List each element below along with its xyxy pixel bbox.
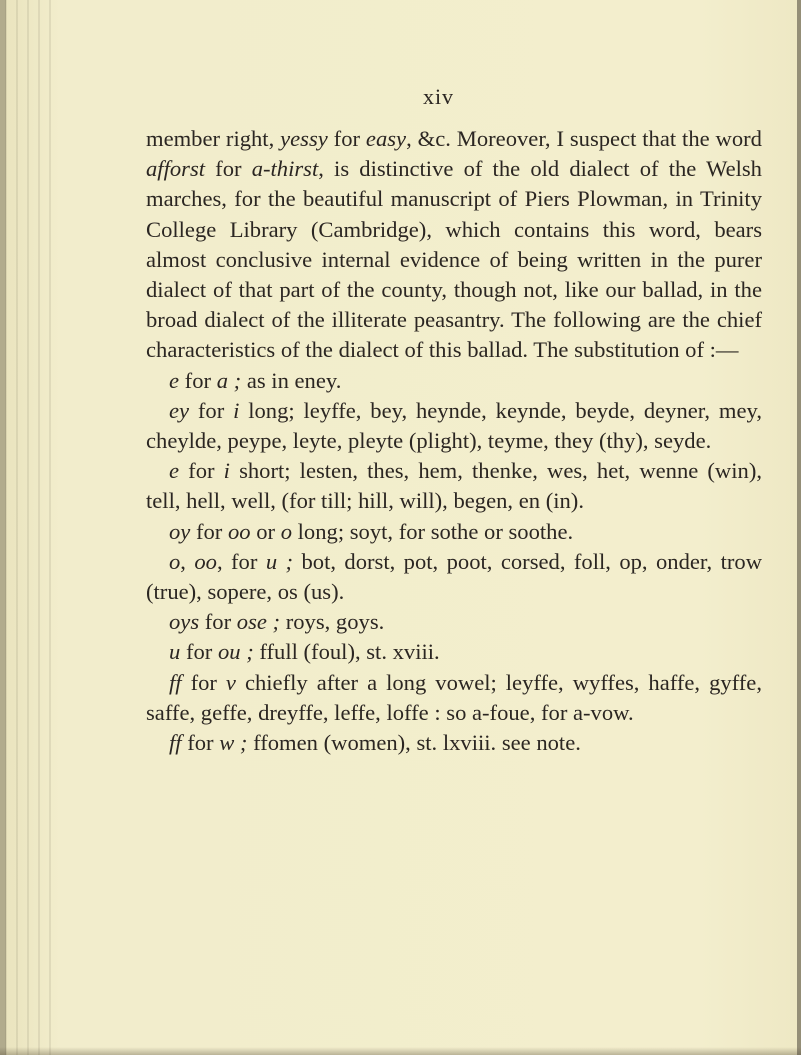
text-run: ffull (foul), st. xviii. [253,639,440,665]
dialect-rule-paragraph [146,668,762,728]
italic-term: u ; [265,548,294,574]
italic-term: i [233,397,240,423]
text-run: as in eney. [241,367,342,393]
italic-term: oy [169,518,191,544]
dialect-rule-paragraph [146,456,762,516]
italic-term: afforst [146,156,206,182]
text-run: for [199,609,237,635]
binding-edge [0,0,6,1055]
page-right-edge [797,0,801,1055]
italic-term: u [169,639,181,665]
italic-term: o [280,518,292,544]
text-run: for [327,126,366,151]
italic-term: oo [194,548,217,574]
dialect-rule-paragraph [146,517,762,547]
text-run: , is distinctive of the old dialect of the Welsh marches, for the beautiful manuscript of Piers Plowman, in Trinity College Library (Cambridge), which contains this word, bears almost conclusive internal evidence of being written in the purer dialect of that part of the county, though not, like our ballad, in the broad dialect of the illiterate peasantry. The following are the chief characteristics of the dialect of this ballad. The substitution of :— [146,156,762,363]
italic-term: ff [169,669,182,695]
text-run: short; lesten, thes, hem, thenke, wes, het, wenne (win), tell, hell, well, (for till; hill, will), begen, en (in). [146,458,762,514]
dialect-rule-paragraph [146,637,762,667]
italic-term: oo [227,518,251,544]
text-run: , &c. Moreover, I suspect that the word [406,126,762,151]
body-text [146,124,762,758]
italic-term: i [223,458,230,484]
text-run: ffomen (women), st. lxviii. see note. [247,730,581,756]
text-run: for [205,156,252,182]
text-run: for [190,518,228,544]
text-run: , [180,548,195,574]
page-bottom-shadow [0,1047,801,1055]
italic-term: yessy [280,126,328,151]
italic-term: v [225,669,236,695]
italic-term: a ; [216,367,242,393]
dialect-rule-paragraph [146,396,762,456]
text-run: for [189,397,234,423]
dialect-rule-paragraph [146,728,762,758]
italic-term: w ; [219,730,248,756]
italic-term: ey [169,397,190,423]
italic-term: ose ; [236,609,281,635]
italic-term: e [169,367,180,393]
text-run: or [250,518,281,544]
page-number: xiv [422,84,455,109]
text-run: roys, goys. [280,609,385,635]
italic-term: a-thirst [251,156,319,182]
text-run: for [181,669,226,695]
binding-gutter [0,0,52,1055]
italic-term: ff [169,730,182,756]
text-run: , for [216,548,266,574]
text-run: for [181,730,220,756]
text-run: for [180,639,218,665]
text-run: for [179,458,224,484]
dialect-rule-paragraph [146,607,762,637]
text-run: bot, dorst, pot, poot, corsed, foll, op, onder, trow (true), sopere, os (us). [146,548,763,605]
italic-term: o [169,548,181,574]
italic-term: e [169,458,180,484]
italic-term: oys [169,609,200,635]
intro-paragraph [146,124,762,366]
text-run: member right, [146,126,281,151]
italic-term: ou ; [217,639,254,665]
text-run: long; soyt, for sothe or soothe. [292,518,574,544]
text-run: for [179,367,217,393]
dialect-rule-paragraph [146,366,762,396]
dialect-rule-paragraph [146,547,762,607]
italic-term: easy [365,126,407,151]
text-run: chiefly after a long vowel; leyffe, wyffes, haffe, gyffe, saffe, geffe, dreyffe, leffe, loffe : so a-foue, for a-vow. [146,669,762,725]
text-run: long; leyffe, bey, heynde, keynde, beyde, deyner, mey, cheylde, peype, leyte, pleyte (plight), teyme, they (thy), seyde. [146,397,762,454]
